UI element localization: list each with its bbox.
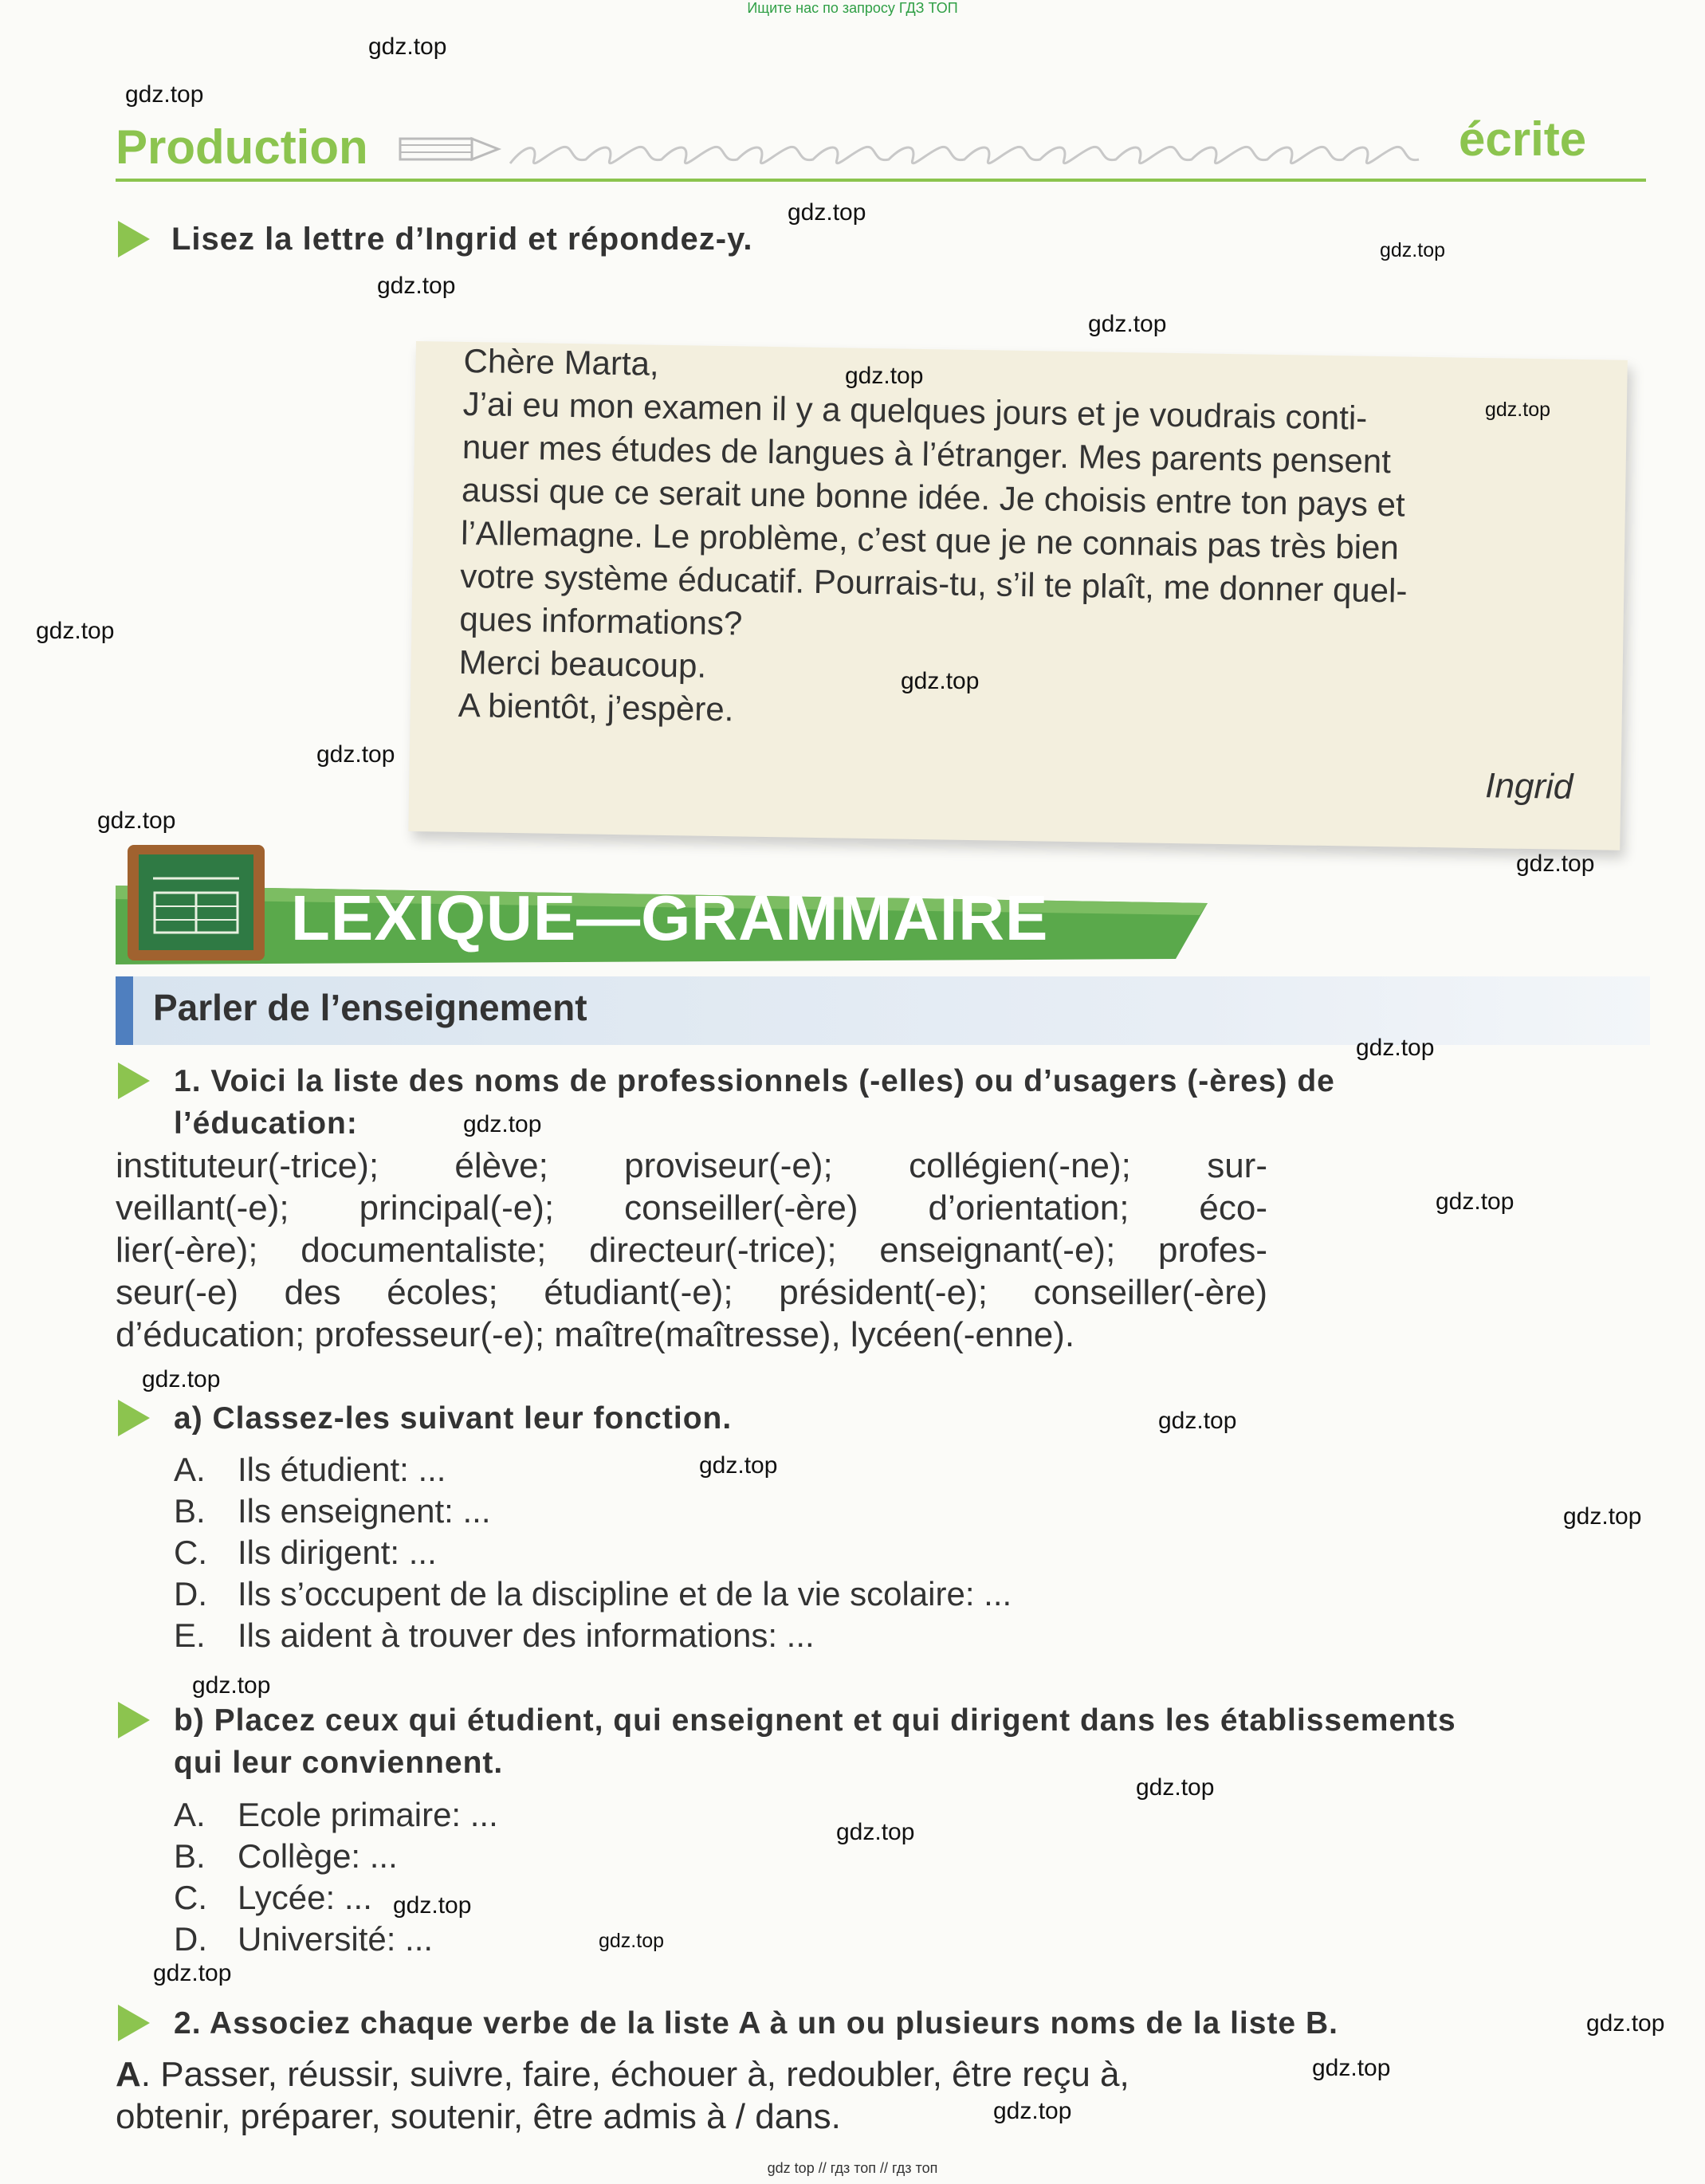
verb-list-a: A. Passer, réussir, suivre, faire, échouer à, redoubler, être reçu à, — [116, 2055, 1129, 2094]
pencil-scribble-decoration — [399, 128, 1435, 175]
exercise-1-heading-cont: l’éducation: — [174, 1106, 358, 1141]
ingrid-letter — [408, 341, 1627, 850]
watermark: gdz.top — [1380, 239, 1446, 261]
watermark: gdz.top — [1136, 1774, 1215, 1801]
blackboard-icon — [128, 845, 265, 960]
list-item: E. Ils aident à trouver des informations: ... — [174, 1616, 815, 1654]
watermark: gdz.top — [1356, 1035, 1435, 1061]
list-item: D. Université: ... — [174, 1920, 434, 1958]
list-item: A. Ils étudient: ... — [174, 1451, 446, 1488]
arrow-icon — [118, 1063, 150, 1099]
arrow-icon — [118, 221, 150, 257]
footer-note: gdz top // гдз топ // гдз топ — [767, 2160, 938, 2176]
list-item: A. Ecole primaire: ... — [174, 1796, 498, 1833]
exercise-1-heading: 1. Voici la liste des noms de professionnels (-elles) ou d’usagers (-ères) de — [174, 1064, 1335, 1098]
letter-line: aussi que ce serait une bonne idée. Je choisis entre ton pays et — [461, 470, 1406, 524]
list-item: C. Ils dirigent: ... — [174, 1534, 437, 1571]
list-item: C. Lycée: ... — [174, 1879, 372, 1916]
watermark: gdz.top — [1485, 399, 1551, 421]
list-item: B. Collège: ... — [174, 1837, 398, 1875]
exercise-2-heading: 2. Associez chaque verbe de la liste A à un ou plusieurs noms de la liste B. — [174, 2006, 1338, 2041]
exercise-1a-heading: a) Classez-les suivant leur fonction. — [174, 1401, 733, 1436]
list-item: D. Ils s’occupent de la discipline et de la vie scolaire: ... — [174, 1575, 1012, 1612]
letter-line: l’Allemagne. Le problème, c’est que je ne connais pas très bien — [460, 513, 1400, 567]
watermark: gdz.top — [36, 618, 115, 644]
watermark: gdz.top — [845, 363, 924, 389]
watermark: gdz.top — [393, 1892, 472, 1919]
letter-line: Merci beaucoup. — [458, 642, 707, 685]
lexique-title: LEXIQUE—GRAMMAIRE — [291, 882, 1049, 953]
watermark: gdz.top — [699, 1452, 778, 1479]
production-title: Production — [116, 120, 368, 174]
letter-line: Chère Marta, — [463, 341, 660, 383]
letter-line: A bientôt, j’espère. — [458, 685, 734, 729]
section-divider — [116, 179, 1646, 182]
letter-instruction: Lisez la lettre d’Ingrid et répondez-y. — [171, 222, 753, 257]
watermark: gdz.top — [97, 807, 176, 834]
watermark: gdz.top — [192, 1672, 271, 1699]
watermark: gdz.top — [1158, 1408, 1237, 1434]
vocabulary-line: seur(-e) des écoles; étudiant(-e); président(-e); conseiller(-ère) — [116, 1273, 1267, 1312]
watermark: gdz.top — [1586, 2010, 1665, 2037]
subtitle-accent — [116, 976, 133, 1045]
watermark: gdz.top — [1312, 2055, 1391, 2081]
watermark: gdz.top — [316, 741, 395, 768]
watermark: gdz.top — [153, 1960, 232, 1986]
vocabulary-line: d’éducation; professeur(-e); maître(maîtresse), lycéen(-enne). — [116, 1315, 1075, 1354]
list-item: B. Ils enseignent: ... — [174, 1492, 491, 1530]
watermark: gdz.top — [599, 1930, 665, 1952]
watermark: gdz.top — [142, 1366, 221, 1392]
watermark: gdz.top — [377, 273, 456, 299]
letter-line: J’ai eu mon examen il y a quelques jours et je voudrais conti- — [462, 384, 1368, 437]
vocabulary-line: instituteur(-trice); élève; proviseur(-e); collégien(-ne); sur- — [116, 1146, 1267, 1185]
letter-line: ques informations? — [459, 599, 743, 642]
watermark: gdz.top — [125, 81, 204, 108]
top-search-note: Ищите нас по запросу ГДЗ ТОП — [747, 0, 958, 16]
watermark: gdz.top — [1563, 1503, 1642, 1530]
letter-line: votre système éducatif. Pourrais-tu, s’il te plaît, me donner quel- — [460, 556, 1408, 610]
vocabulary-line: veillant(-e); principal(-e); conseiller(-ère) d’orientation; éco- — [116, 1188, 1267, 1228]
arrow-icon — [118, 1400, 150, 1436]
watermark: gdz.top — [1436, 1188, 1514, 1215]
letter-line: nuer mes études de langues à l’étranger. Mes parents pensent — [462, 427, 1392, 481]
watermark: gdz.top — [901, 668, 980, 694]
vocabulary-line: lier(-ère); documentaliste; directeur(-trice); enseignant(-e); profes- — [116, 1231, 1267, 1270]
arrow-icon — [118, 2005, 150, 2041]
section-subtitle: Parler de l’enseignement — [153, 987, 587, 1028]
exercise-1b-heading-cont: qui leur conviennent. — [174, 1746, 504, 1780]
watermark: gdz.top — [788, 199, 866, 226]
watermark: gdz.top — [993, 2098, 1072, 2124]
verb-list-a-cont: obtenir, préparer, soutenir, être admis à / dans. — [116, 2097, 841, 2136]
watermark: gdz.top — [1088, 311, 1167, 337]
arrow-icon — [118, 1702, 150, 1738]
exercise-1b-heading: b) Placez ceux qui étudient, qui enseignent et qui dirigent dans les établissements — [174, 1703, 1456, 1738]
watermark: gdz.top — [463, 1111, 542, 1137]
letter-signature: Ingrid — [1484, 766, 1573, 807]
watermark: gdz.top — [368, 33, 447, 60]
watermark: gdz.top — [836, 1819, 915, 1845]
watermark: gdz.top — [1516, 850, 1595, 877]
ecrite-title: écrite — [1459, 112, 1587, 166]
